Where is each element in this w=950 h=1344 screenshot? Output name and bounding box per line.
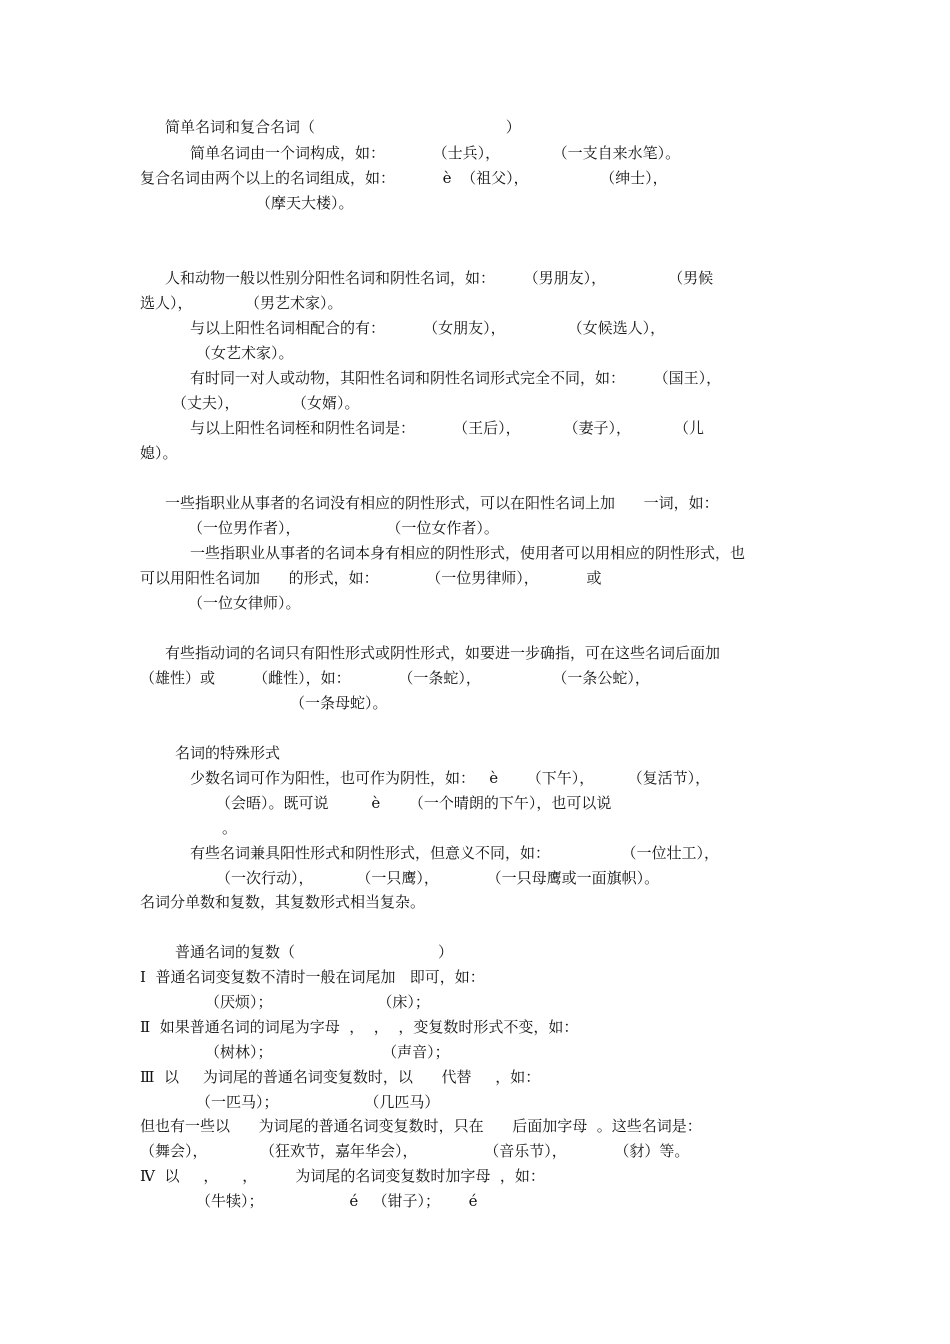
text-line: （丈夫）， （女婿）。 (172, 394, 360, 412)
text-line: 一些指职业从事者的名词没有相应的阴性形式，可以在阳性名词上加 一词，如： (165, 494, 719, 512)
text-line: （一次行动）， （一只鹰）， （一只母鹰或一面旗帜）。 (216, 869, 660, 887)
text-line: （一条母蛇）。 (290, 694, 388, 712)
text-line: Ⅰ 普通名词变复数不清时一般在词尾加 即可，如： (140, 968, 485, 986)
text-line: 与以上阳性名词相配合的有： （女朋友）， （女候选人）， (190, 319, 666, 337)
text-line: 一些指职业从事者的名词本身有相应的阴性形式，使用者可以用相应的阴性形式，也 (190, 544, 746, 562)
text-line: （舞会）， （狂欢节，嘉年华会）， （音乐节）， （豺）等。 (140, 1142, 690, 1160)
text-line: （一位女律师）。 (188, 594, 301, 612)
text-line: （厌烦）； （床）； (205, 993, 430, 1011)
text-line: 有些指动词的名词只有阳性形式或阴性形式，如要进一步确指，可在这些名词后面加 (165, 644, 721, 662)
text-line: 媳）。 (140, 444, 178, 462)
text-line: 选人）， （男艺术家）。 (140, 294, 343, 312)
text-line: 有时同一对人或动物，其阳性名词和阴性名词形式完全不同，如： （国王）， (190, 369, 722, 387)
text-line: （一匹马）； （几匹马） (196, 1093, 440, 1111)
text-line: （摩天大楼）。 (256, 194, 354, 212)
text-line: 少数名词可作为阳性，也可作为阴性，如： è （下午）， （复活节）， (190, 769, 711, 787)
text-line: （雄性）或 （雌性），如： （一条蛇）， （一条公蛇）， (140, 669, 650, 687)
text-line: 。 (222, 819, 238, 837)
text-line: 与以上阳性名词桎和阴性名词是： （王后）， （妻子）， （儿 (190, 419, 704, 437)
text-line: （女艺术家）。 (196, 344, 294, 362)
text-line: Ⅳ 以 ， ， 为词尾的名词变复数时加字母 ，如： (140, 1167, 545, 1185)
text-line: （树林）； （声音）； (205, 1043, 450, 1061)
text-line: （一位男作者）， （一位女作者）。 (188, 519, 499, 537)
text-line: 但也有一些以 为词尾的普通名词变复数时，只在 后面加字母 。这些名词是： (140, 1117, 702, 1135)
text-line: （牛犊）； é （钳子）； é (196, 1192, 478, 1210)
text-line: （会晤）。既可说 è （一个晴朗的下午），也可以说 (216, 794, 612, 812)
text-line: 简单名词由一个词构成，如： （士兵）， （一支自来水笔）。 (190, 144, 681, 162)
text-line: Ⅲ 以 为词尾的普通名词变复数时，以 代替 ，如： (140, 1068, 541, 1086)
text-line: 复合名词由两个以上的名词组成，如： è （祖父）， （绅士）， (140, 169, 668, 187)
text-line: Ⅱ 如果普通名词的词尾为字母 ， ， ，变复数时形式不变，如： (140, 1018, 579, 1036)
text-line: 名词分单数和复数，其复数形式相当复杂。 (140, 893, 426, 911)
heading-simple-compound-nouns: 简单名词和复合名词（ ） (165, 118, 521, 136)
text-line: 可以用阳性名词加 的形式，如： （一位男律师）， 或 (140, 569, 602, 587)
text-line: 有些名词兼具阳性形式和阴性形式，但意义不同，如： （一位壮工）， (190, 844, 720, 862)
heading-common-noun-plural: 普通名词的复数（ ） (175, 943, 454, 961)
heading-special-forms: 名词的特殊形式 (175, 744, 281, 762)
text-line: 人和动物一般以性别分阳性名词和阴性名词，如： （男朋友）， （男候 (165, 269, 714, 287)
